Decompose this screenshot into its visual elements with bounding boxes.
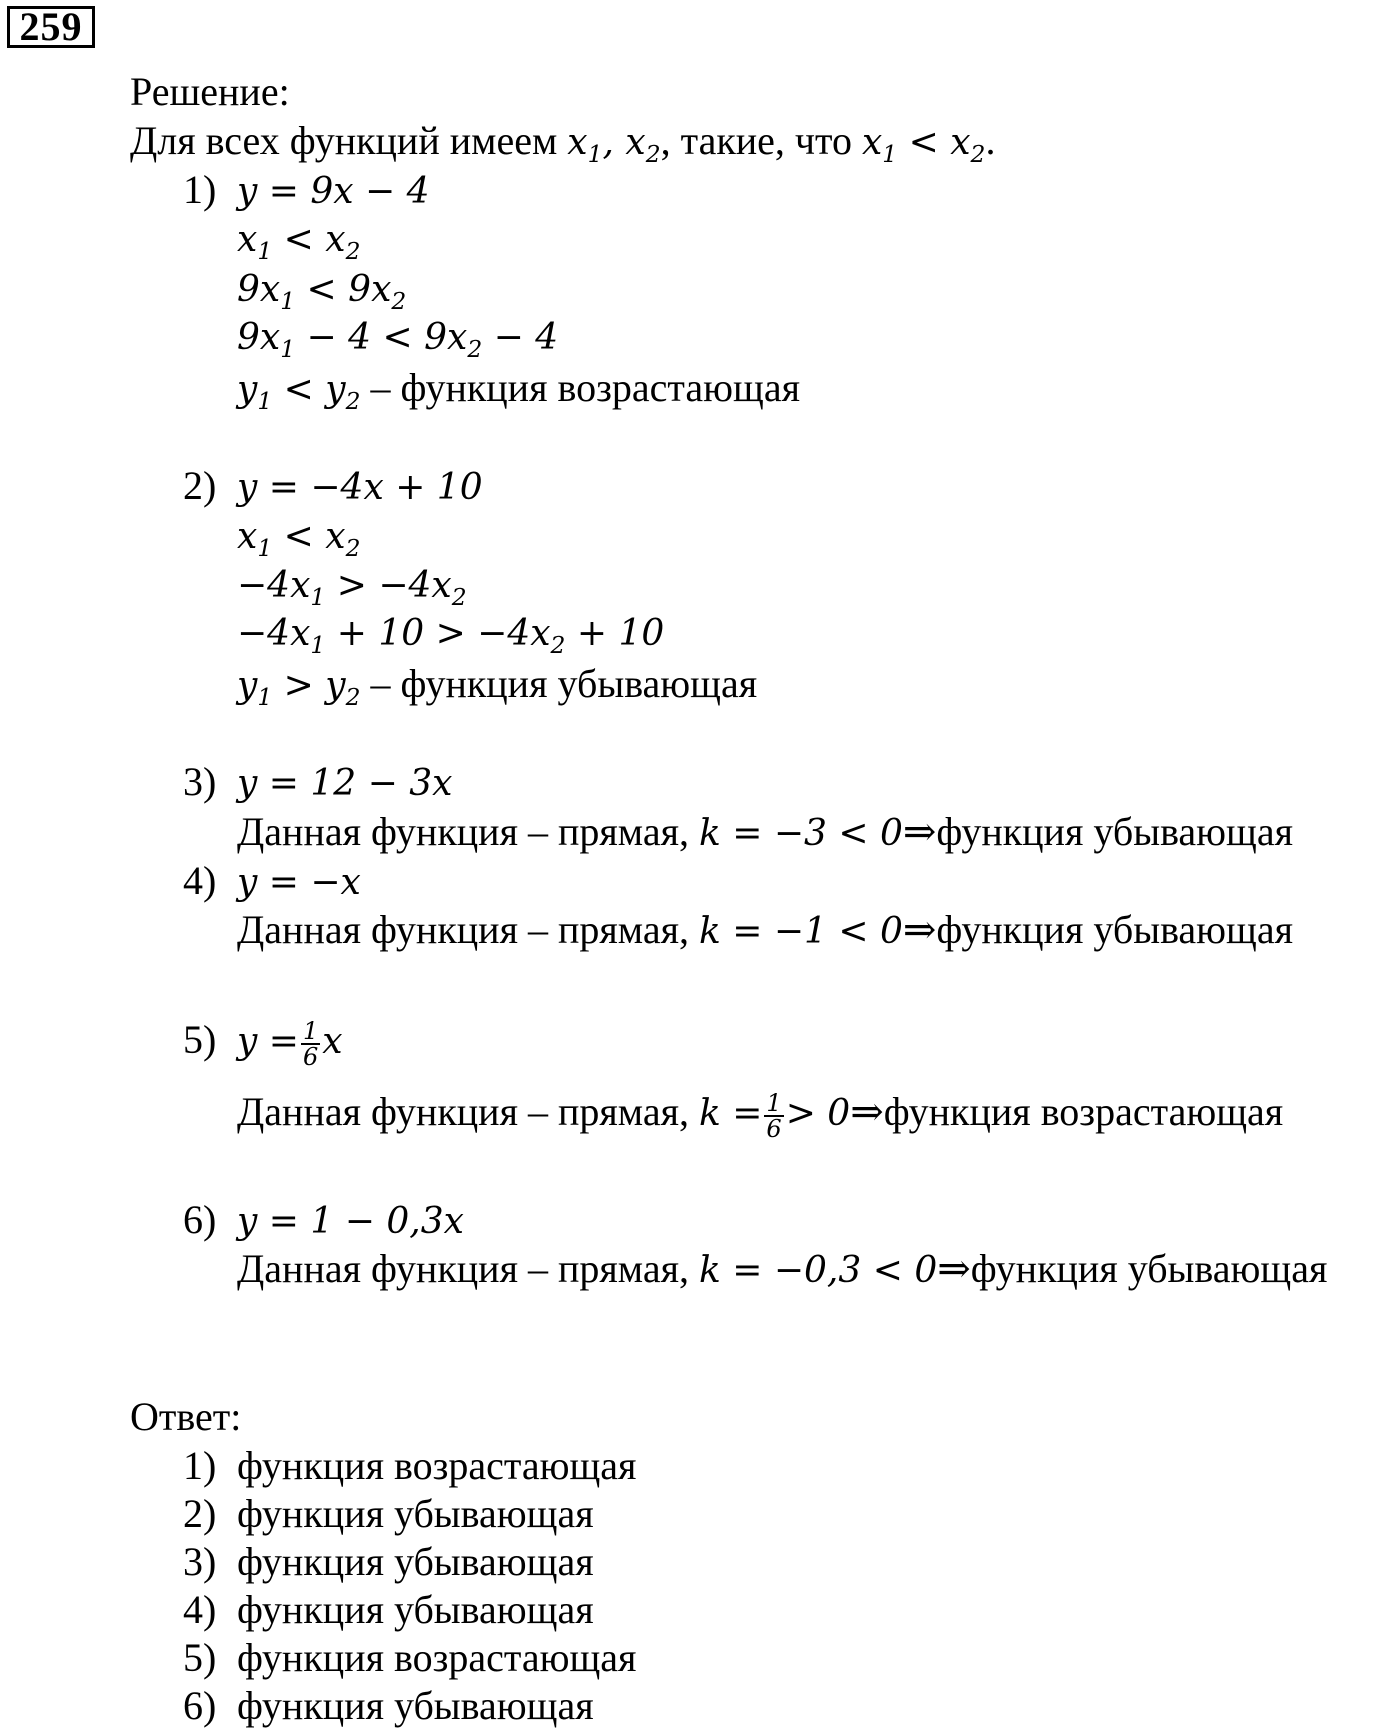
answer-text: функция убывающая: [237, 1491, 594, 1536]
item-5-result: ⇒функция возрастающая: [850, 1089, 1284, 1134]
item-5-slope: k = $\frac{1}{6}$ > 0: [698, 1089, 851, 1143]
intro-text: Для всех функций имеем: [130, 118, 558, 163]
answer-item: [183, 1490, 594, 1538]
item-4-equation: y = −x: [237, 862, 361, 903]
item-4-text: Данная функция – прямая,: [237, 907, 689, 952]
item-5-header: [183, 1016, 343, 1069]
item-6-slope: k = −0,3 < 0: [698, 1250, 938, 1291]
problem-number: 259: [7, 6, 95, 48]
answer-item: [183, 1442, 636, 1490]
item-2-header: [183, 462, 483, 512]
item-2-step-3: $-4x_1 + 10 > -4x_2 + 10$: [237, 613, 665, 660]
item-2-step-2: $-4x_1 > -4x_2$: [237, 565, 467, 612]
item-3-result: ⇒функция убывающая: [902, 809, 1294, 854]
item-5-label: 5): [183, 1017, 217, 1062]
item-4-label: 4): [183, 858, 217, 903]
item-3-slope: k = −3 < 0: [698, 813, 903, 854]
answer-text: функция убывающая: [237, 1539, 594, 1584]
item-5-explanation: [237, 1088, 1283, 1141]
answer-text: функция возрастающая: [237, 1635, 637, 1680]
item-2-conclusion-line: [237, 660, 757, 710]
item-1-equation: y = 9x − 4: [237, 171, 430, 212]
intro-end: .: [985, 118, 996, 163]
item-5-slope-fraction: $\frac{1}{6}$: [766, 1089, 782, 1143]
item-6-explanation: [237, 1245, 1327, 1295]
item-6-label: 6): [183, 1197, 217, 1242]
item-1-header: [183, 166, 430, 216]
intro-math-ineq: $x_1 < x_2$: [861, 122, 986, 169]
item-1-conclusion-line: [237, 364, 800, 414]
intro-line: [130, 117, 995, 167]
answer-item: [183, 1634, 636, 1682]
answer-label: 6): [183, 1683, 217, 1728]
item-2-label: 2): [183, 463, 217, 508]
item-1-step-1: $x_1 < x_2$: [237, 219, 361, 266]
answer-text: функция возрастающая: [237, 1443, 637, 1488]
item-3-equation: y = 12 − 3x: [237, 763, 453, 804]
item-2-step-1: $x_1 < x_2$: [237, 516, 361, 563]
answer-text: функция убывающая: [237, 1683, 594, 1728]
item-5-text: Данная функция – прямая,: [237, 1089, 689, 1134]
answer-item: [183, 1586, 594, 1634]
answer-text: функция убывающая: [237, 1587, 594, 1632]
answer-label: 4): [183, 1587, 217, 1632]
item-2-result-math: $y_1 > y_2$: [237, 665, 361, 712]
solution-header: Решение:: [130, 69, 290, 114]
item-5-fraction: $\frac{1}{6}$: [302, 1017, 319, 1071]
answer-label: 1): [183, 1443, 217, 1488]
item-4-header: [183, 857, 361, 907]
intro-math-vars: $x_1$, $x_2$: [567, 122, 661, 169]
item-3-label: 3): [183, 759, 217, 804]
answer-item: [183, 1682, 594, 1730]
item-6-text: Данная функция – прямая,: [237, 1246, 689, 1291]
answer-header: Ответ:: [130, 1394, 242, 1439]
answer-label: 3): [183, 1539, 217, 1584]
item-1-step-3: $9x_1 - 4 < 9x_2 - 4$: [237, 317, 559, 364]
answer-label: 5): [183, 1635, 217, 1680]
item-2-conclusion: – функция убывающая: [370, 661, 758, 706]
item-4-slope: k = −1 < 0: [698, 911, 903, 952]
item-1-label: 1): [183, 167, 217, 212]
item-4-explanation: [237, 906, 1293, 956]
item-1-step-2: $9x_1 < 9x_2$: [237, 269, 407, 316]
intro-mid: , такие, что: [660, 118, 852, 163]
item-4-result: ⇒функция убывающая: [902, 907, 1294, 952]
item-1-conclusion: – функция возрастающая: [370, 365, 800, 410]
item-3-header: [183, 758, 452, 808]
item-6-result: ⇒функция убывающая: [937, 1246, 1328, 1291]
item-3-explanation: [237, 808, 1293, 858]
item-6-header: [183, 1196, 464, 1246]
item-1-result-math: $y_1 < y_2$: [237, 369, 361, 416]
answer-item: [183, 1538, 594, 1586]
answer-label: 2): [183, 1491, 217, 1536]
item-5-equation: y = $\frac{1}{6}$ x: [237, 1017, 343, 1071]
item-2-equation: y = −4x + 10: [237, 467, 483, 508]
item-3-text: Данная функция – прямая,: [237, 809, 689, 854]
item-6-equation: y = 1 − 0,3x: [237, 1201, 464, 1242]
